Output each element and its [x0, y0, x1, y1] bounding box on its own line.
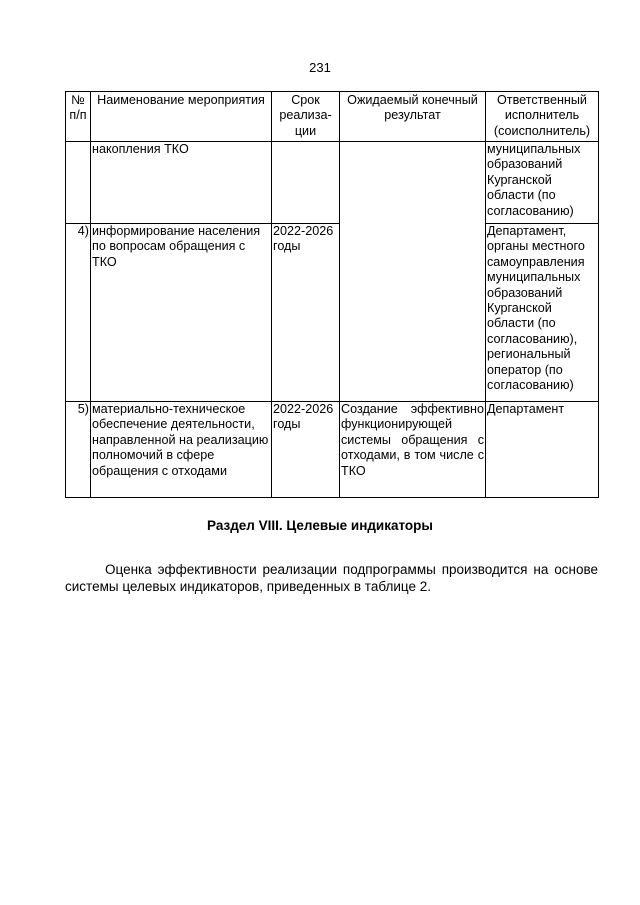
row-executor: Департамент: [486, 402, 599, 498]
table-header-row: [66, 92, 599, 142]
header-term: Срок реализа-ции: [272, 92, 340, 142]
row-name: информирование населения по вопросам обращения с ТКО: [91, 224, 272, 402]
body-paragraph: Оценка эффективности реализации подпрограммы производится на основе системы целевых индикаторов, приведенных в таблице 2.: [65, 561, 598, 594]
row-result: Создание эффективно функционирующей системы обращения с отходами, в том числе с ТКО: [340, 402, 486, 498]
row-executor: муниципальных образований Курганской области (по согласованию): [486, 142, 599, 224]
row-num: [66, 142, 91, 224]
page-number: 231: [309, 60, 331, 75]
table-row: [66, 142, 599, 224]
row-term: [272, 142, 340, 224]
header-name: Наименование мероприятия: [91, 92, 272, 142]
row-name: накопления ТКО: [91, 142, 272, 224]
row-term: 2022-2026 годы: [272, 224, 340, 402]
row-num: 4): [66, 224, 91, 402]
row-name: материально-техническое обеспечение деятельности, направленной на реализацию полномочий в сфере обращения с отходами: [91, 402, 272, 498]
table-row: [66, 402, 599, 498]
table-row: [66, 224, 599, 402]
header-result: Ожидаемый конечный результат: [340, 92, 486, 142]
activities-table: [65, 91, 599, 498]
row-term: 2022-2026 годы: [272, 402, 340, 498]
section-title: Раздел VIII. Целевые индикаторы: [207, 518, 433, 533]
row-executor: Департамент, органы местного самоуправления муниципальных образований Курганской области (по согласованию), региональный оператор (по согласованию): [486, 224, 599, 402]
row-num: 5): [66, 402, 91, 498]
header-executor: Ответственный исполнитель (соисполнитель): [486, 92, 599, 142]
header-num: № п/п: [66, 92, 91, 142]
row-result: [340, 142, 486, 402]
